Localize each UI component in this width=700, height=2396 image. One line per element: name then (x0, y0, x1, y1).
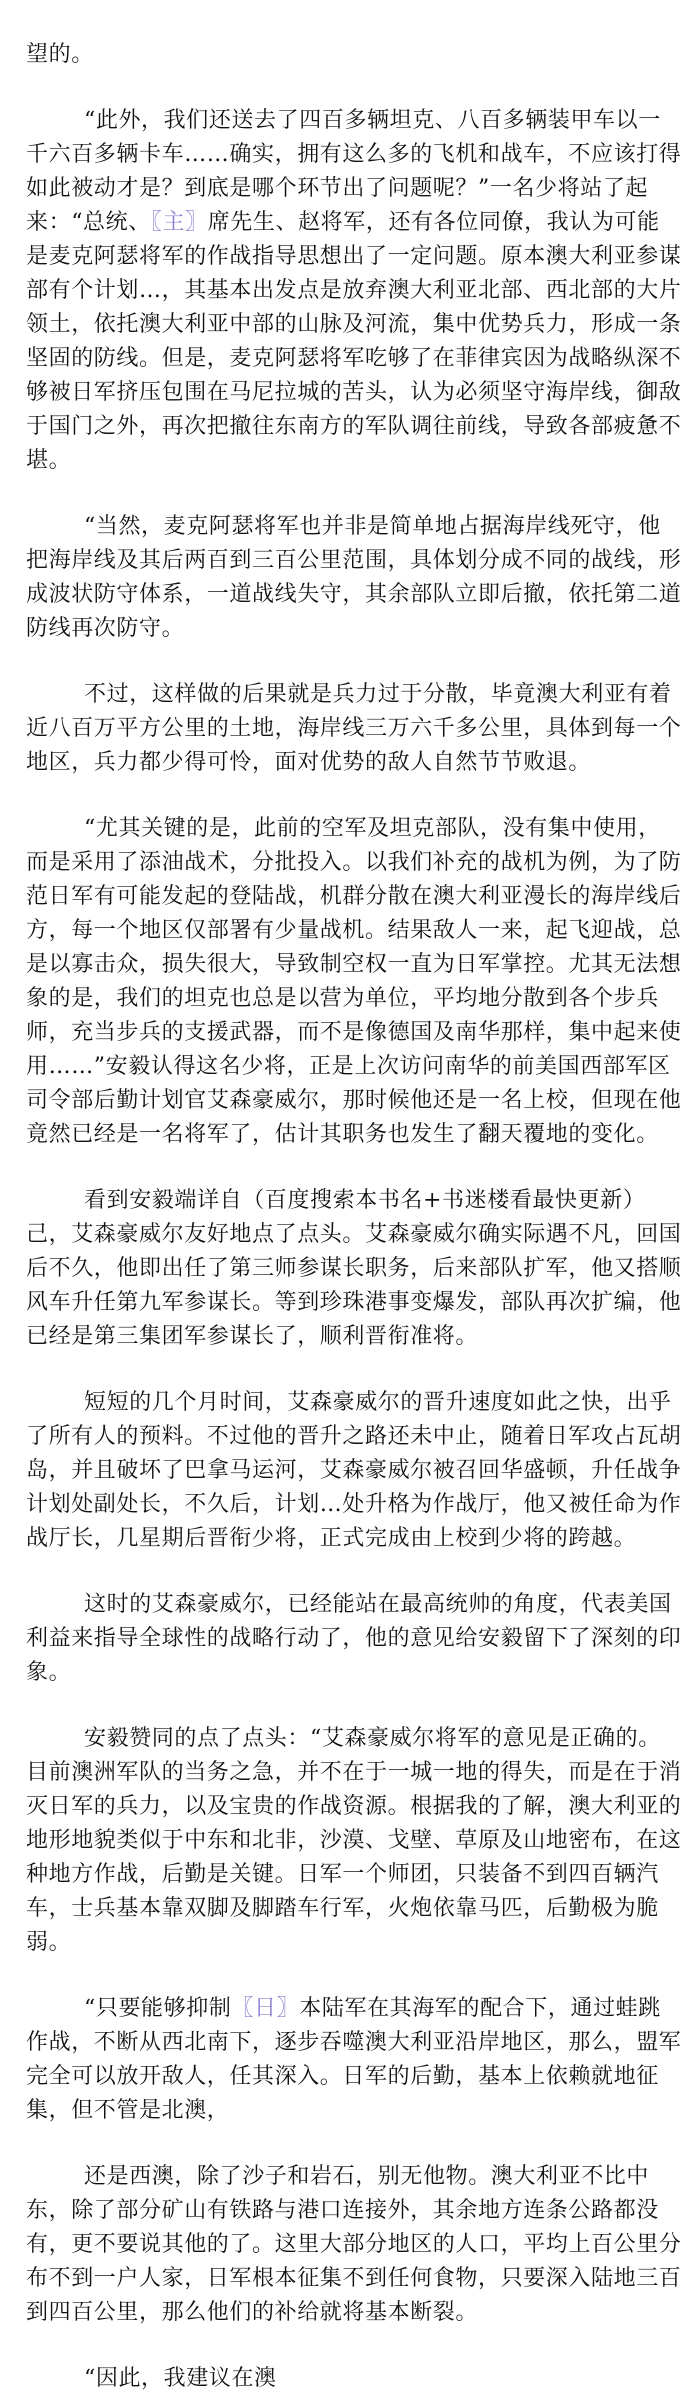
paragraph-gap (0, 1354, 700, 1386)
paragraph: 短短的几个月时间，艾森豪威尔的晋升速度如此之快，出乎了所有人的预料。不过他的晋升之路还未中止，随着日军攻占瓦胡岛，并且破坏了巴拿马运河，艾森豪威尔被召回华盛顿，升任战争计划处副处长，不久后，计划…处升格为作战厅，他又被任命为作战厅长，几星期后晋衔少将，正式完成由上校到少将的跨越。 (26, 1390, 682, 1551)
paragraph-eisenhower-intro (0, 104, 700, 478)
paragraph-gap (0, 2128, 700, 2160)
paragraph-gap (0, 1556, 700, 1588)
paragraph: 看到安毅端详自（百度搜索本书名+书迷楼看最快更新）己，艾森豪威尔友好地点了点头。艾森豪威尔确实际遇不凡，回国后不久，他即出任了第三师参谋长职务，后来部队扩军，他又搭顺风车升任第九军参谋长。等到珍珠港事变爆发，部队再次扩编，他已经是第三集团军参谋长了，顺利晋衔准将。 (26, 1188, 682, 1349)
paragraph: 还是西澳，除了沙子和岩石，别无他物。澳大利亚不比中东，除了部分矿山有铁路与港口连接外，其余地方连条公路都没有，更不要说其他的了。这里大部分地区的人口，平均上百公里分布不到一户人家，日军根本征集不到任何食物，只要深入陆地三百到四百公里，那么他们的补给就将基本断裂。 (26, 2164, 682, 2325)
paragraph-gap (0, 1960, 700, 1992)
paragraph-gap (0, 780, 700, 812)
text-run: 席先生、赵将军，还有各位同僚，我认为可能是麦克阿瑟将军的作战指导思想出了一定问题。原本澳大利亚参谋部有个计划…，其基本出发点是放弃澳大利亚北部、西北部的大片领土，依托澳大利亚中部的山脉及河流，集中优势兵力，形成一条坚固的防线。但是，麦克阿瑟将军吃够了在菲律宾因为战略纵深不够被日军挤压包围在马尼拉城的苦头，认为必须坚守海岸线，御敌于国门之外，再次把撤往东南方的军队调往前线，导致各部疲惫不堪。 (26, 210, 682, 473)
paragraph-gap (0, 1690, 700, 1722)
paragraph: “尤其关键的是，此前的空军及坦克部队，没有集中使用，而是采用了添油战术，分批投入。以我们补充的战机为例，为了防范日军有可能发起的登陆战，机群分散在澳大利亚漫长的海岸线后方，每一个地区仅部署有少量战机。结果敌人一来，起飞迎战，总是以寡击众，损失很大，导致制空权一直为日军掌控。尤其无法想象的是，我们的坦克也总是以营为单位，平均地分散到各个步兵师，充当步兵的支援武器，而不是像德国及南华那样，集中起来使用……”安毅认得这名少将，正是上次访问南华的前美国西部军区司令部后勤计划官艾森豪威尔，那时候他还是一名上校，但现在他竟然已经是一名将军了，估计其职务也发生了翻天覆地的变化。 (26, 816, 682, 1147)
paragraph-gap (0, 646, 700, 678)
paragraph-gap (0, 72, 700, 104)
text-run: 本陆军在其海军的配合下，通过蛙跳作战，不断从西北南下，逐步吞噬澳大利亚沿岸地区，那么，盟军完全可以放开敌人，任其深入。日军的后勤，基本上依赖就地征集，但不管是北澳， (26, 1996, 682, 2123)
paragraph: 不过，这样做的后果就是兵力过于分散，毕竟澳大利亚有着近八百万平方公里的土地，海岸线三万六千多公里，具体到每一个地区，兵力都少得可怜，面对优势的敌人自然节节败退。 (26, 682, 682, 775)
paragraph: 安毅赞同的点了点头：“艾森豪威尔将军的意见是正确的。目前澳洲军队的当务之急，并不在于一城一地的得失，而是在于消灭日军的兵力，以及宝贵的作战资源。根据我的了解，澳大利亚的地形地貌类似于中东和北非，沙漠、戈壁、草原及山地密布，在这种地方作战，后勤是关键。日军一个师团，只装备不到四百辆汽车，士兵基本靠双脚及脚踏车行军，火炮依靠马匹，后勤极为脆弱。 (26, 1726, 682, 1955)
paragraph: “当然，麦克阿瑟将军也并非是简单地占据海岸线死守，他把海岸线及其后两百到三百公里范围，具体划分成不同的战线，形成波状防守体系，一道战线失守，其余部队立即后撤，依托第二道防线再次防守。 (26, 514, 682, 641)
paragraph-final-fragment: “因此，我建议在澳 (84, 2366, 277, 2391)
paragraph-gap (0, 2330, 700, 2362)
paragraph-japan-army (0, 1992, 700, 2128)
bracketed-word: 〖主〗 (150, 210, 208, 235)
paragraph: 这时的艾森豪威尔，已经能站在最高统帅的角度，代表美国利益来指导全球性的战略行动了，他的意见给安毅留下了深刻的印象。 (26, 1592, 682, 1685)
paragraph-gap (0, 1152, 700, 1184)
text-run: “此外，我们还送去了四百多辆坦克、八百多辆装甲车以一千六百多辆卡车……确实，拥有这么多的飞机和战车，不应该打得如此被动才是？到底是哪个环节出了问题呢？”一名少将站了起来：“总统、 (26, 108, 682, 235)
text-run: “只要能够抑制 (84, 1996, 232, 2021)
paragraph-gap (0, 478, 700, 510)
bracketed-word: 〖日〗 (231, 1996, 300, 2021)
paragraph-fragment: 望的。 (26, 42, 94, 67)
